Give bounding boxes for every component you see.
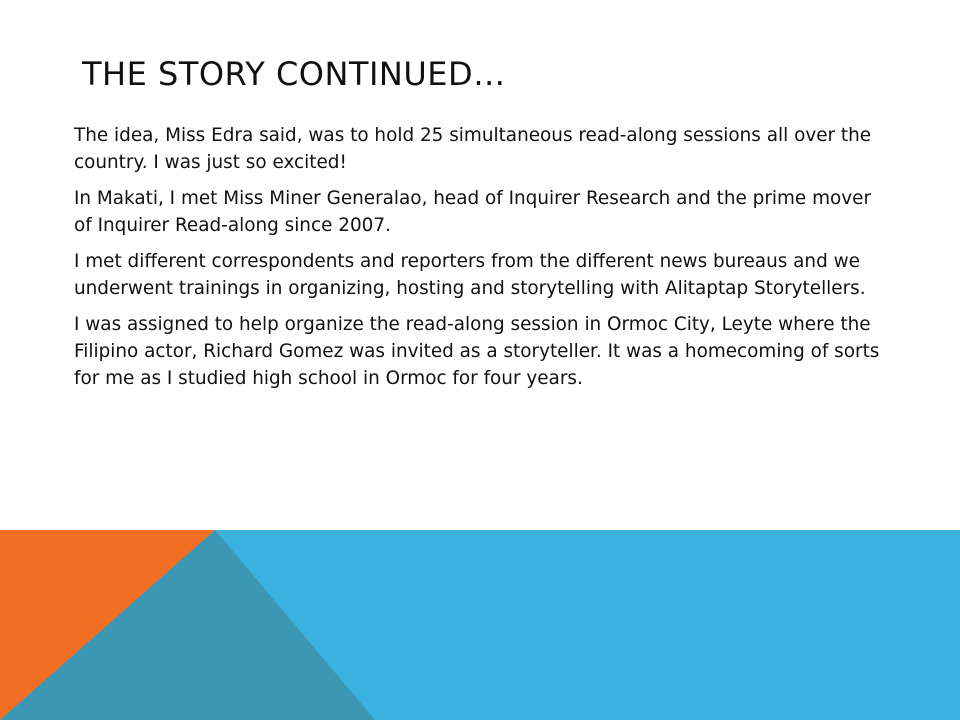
slide-title: THE STORY CONTINUED… [82,55,506,93]
slide-body [74,122,884,401]
decorative-footer-graphic [0,530,960,720]
body-paragraph: In Makati, I met Miss Miner Generalao, head of Inquirer Research and the prime mover of Inquirer Read-along since 2007. [74,188,872,236]
body-paragraph: I met different correspondents and reporters from the different news bureaus and we underwent trainings in organizing, hosting and storytelling with Alitaptap Storytellers. [74,251,866,299]
body-paragraph: I was assigned to help organize the read-along session in Ormoc City, Leyte where the Filipino actor, Richard Gomez was invited as a storyteller. It was a homecoming of sorts for me as I studied high school in Ormoc for four years. [74,314,880,389]
body-paragraph: The idea, Miss Edra said, was to hold 25 simultaneous read-along sessions all over the country. I was just so excited! [74,125,872,173]
